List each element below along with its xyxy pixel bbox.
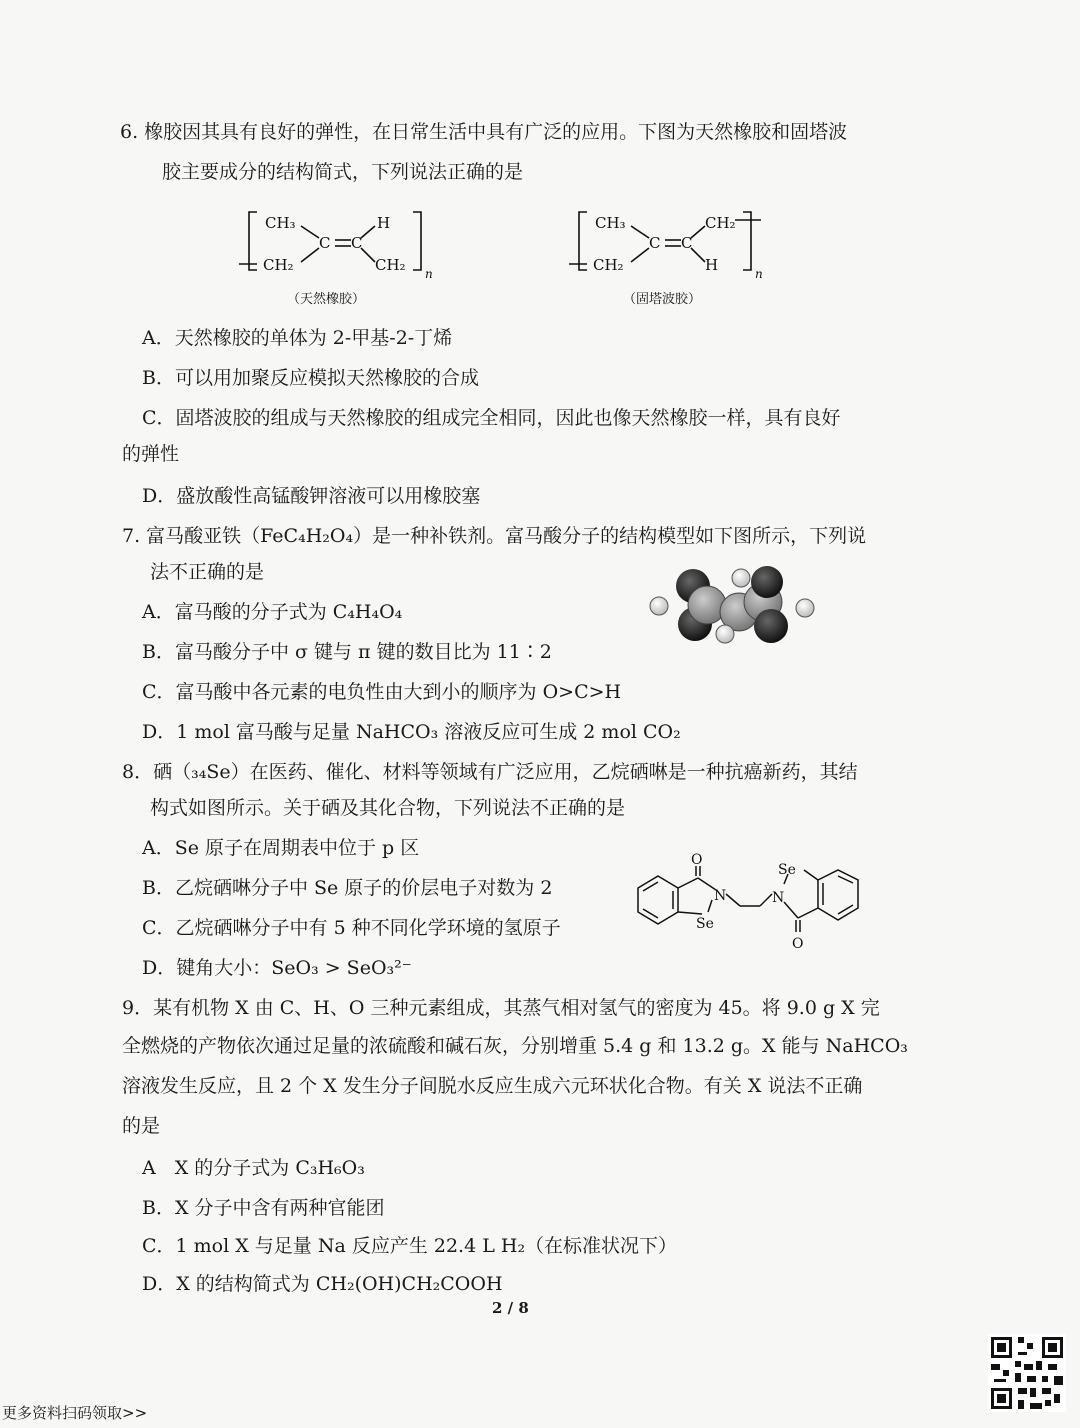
q7-stem-line1: 7. 富马酸亚铁（FeC₄H₂O₄）是一种补铁剂。富马酸分子的结构模型如下图所示，下列说 bbox=[122, 525, 867, 547]
q9-stem-line2: 全燃烧的产物依次通过足量的浓硫酸和碱石灰，分别增重 5.4 g 和 13.2 g。X 能与 NaHCO₃ bbox=[122, 1035, 908, 1057]
se-o-left: O bbox=[691, 852, 703, 868]
q8-option-a: A．Se 原子在周期表中位于 p 区 bbox=[142, 837, 420, 859]
q6-option-a: A．天然橡胶的单体为 2-甲基-2-丁烯 bbox=[142, 327, 453, 349]
gp-ch2-left: CH₂ bbox=[593, 256, 624, 274]
q6-option-c-line2: 的弹性 bbox=[122, 443, 180, 465]
gp-h: H bbox=[705, 256, 719, 274]
se-se-right: Se bbox=[778, 862, 796, 878]
q8-option-b: B．乙烷硒啉分子中 Se 原子的价层电子对数为 2 bbox=[142, 877, 553, 899]
q8-option-d: D．键角大小：SeO₃ > SeO₃²⁻ bbox=[142, 957, 412, 979]
q7-option-b: B．富马酸分子中 σ 键与 π 键的数目比为 11∶2 bbox=[142, 641, 552, 663]
footer-more-resources[interactable]: 更多资料扫码领取>> bbox=[2, 1404, 148, 1422]
q6-stem-line1: 6. 橡胶因其具有良好的弹性，在日常生活中具有广泛的应用。下图为天然橡胶和固塔波 bbox=[120, 121, 848, 143]
se-se-left: Se bbox=[696, 916, 714, 932]
page-number: 2 / 8 bbox=[492, 1299, 529, 1317]
qr-code-icon[interactable] bbox=[988, 1334, 1066, 1412]
q6-option-b: B．可以用加聚反应模拟天然橡胶的合成 bbox=[142, 367, 479, 389]
q9-option-b: B．X 分子中含有两种官能团 bbox=[142, 1197, 385, 1219]
q6-option-c-line1: C．固塔波胶的组成与天然橡胶的组成完全相同，因此也像天然橡胶一样，具有良好 bbox=[142, 407, 841, 429]
caption-natural-rubber: （天然橡胶） bbox=[287, 292, 366, 307]
q9-stem-line3: 溶液发生反应，且 2 个 X 发生分子间脱水反应生成六元环状化合物。有关 X 说法不正确 bbox=[122, 1075, 863, 1097]
q8-stem-line1: 8．硒（₃₄Se）在医药、催化、材料等领域有广泛应用，乙烷硒啉是一种抗癌新药，其结 bbox=[122, 761, 858, 783]
q8-option-c: C．乙烷硒啉分子中有 5 种不同化学环境的氢原子 bbox=[142, 917, 561, 939]
q8-stem-line2: 构式如图所示。关于硒及其化合物，下列说法不正确的是 bbox=[150, 797, 626, 819]
q7-option-a: A．富马酸的分子式为 C₄H₄O₄ bbox=[142, 601, 403, 623]
nr-h: H bbox=[377, 214, 391, 232]
gp-n: n bbox=[755, 267, 763, 281]
nr-ch3: CH₃ bbox=[265, 214, 296, 232]
q9-option-c: C．1 mol X 与足量 Na 反应产生 22.4 L H₂（在标准状况下） bbox=[142, 1235, 678, 1257]
q6-structure-figure bbox=[235, 200, 795, 310]
nr-c1: C bbox=[319, 234, 331, 252]
gp-c1: C bbox=[649, 234, 661, 252]
caption-gutta-percha: （固塔波胶） bbox=[623, 292, 702, 307]
se-n-right: N bbox=[772, 890, 785, 906]
ethaselen-structure bbox=[628, 850, 878, 960]
q7-option-d: D．1 mol 富马酸与足量 NaHCO₃ 溶液反应可生成 2 mol CO₂ bbox=[142, 721, 681, 743]
nr-n: n bbox=[425, 267, 433, 281]
q6-stem-line2: 胶主要成分的结构简式，下列说法正确的是 bbox=[162, 161, 524, 183]
se-n-left: N bbox=[714, 888, 727, 904]
q9-option-d: D．X 的结构简式为 CH₂(OH)CH₂COOH bbox=[142, 1273, 503, 1295]
nr-ch2-right: CH₂ bbox=[375, 256, 406, 274]
fumaric-acid-ball-model bbox=[645, 560, 820, 660]
q9-stem-line1: 9．某有机物 X 由 C、H、O 三种元素组成，其蒸气相对氢气的密度为 45。将 9.0 g X 完 bbox=[122, 997, 880, 1019]
q7-stem-line2: 法不正确的是 bbox=[150, 561, 265, 583]
q9-stem-line4: 的是 bbox=[122, 1115, 161, 1137]
q6-option-d: D．盛放酸性高锰酸钾溶液可以用橡胶塞 bbox=[142, 485, 481, 507]
gp-ch3: CH₃ bbox=[595, 214, 626, 232]
gp-ch2-right: CH₂ bbox=[705, 214, 736, 232]
nr-ch2-left: CH₂ bbox=[263, 256, 294, 274]
q9-option-a: A X 的分子式为 C₃H₆O₃ bbox=[142, 1157, 365, 1179]
se-o-right: O bbox=[792, 936, 804, 952]
gp-c2: C bbox=[681, 234, 693, 252]
nr-c2: C bbox=[351, 234, 363, 252]
q7-option-c: C．富马酸中各元素的电负性由大到小的顺序为 O>C>H bbox=[142, 681, 622, 703]
